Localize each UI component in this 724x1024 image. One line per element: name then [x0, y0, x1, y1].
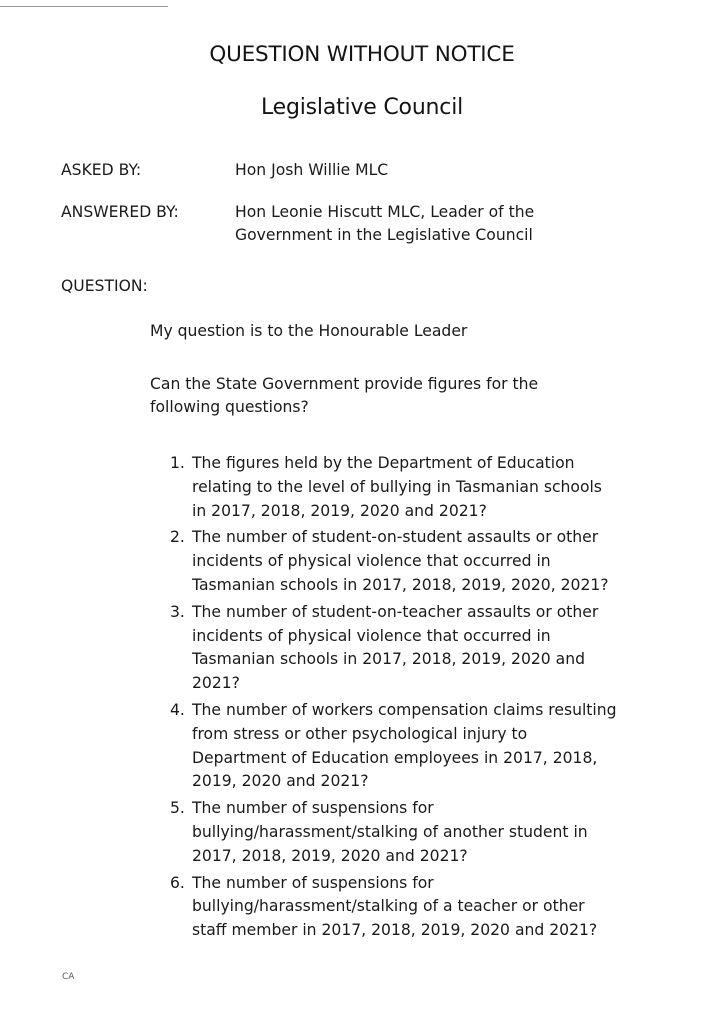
question-number: 1.	[170, 454, 185, 472]
question-text: The number of student-on-student assaults or other incidents of physical violence that occurred in Tasmanian schools in 2017, 2018, 2019, 2020, 2021?	[192, 528, 609, 594]
scan-edge-line	[0, 6, 168, 7]
question-item-3	[150, 601, 620, 696]
question-text: The number of suspensions for bullying/harassment/stalking of another student in 2017, 2018, 2019, 2020 and 2021?	[192, 799, 588, 865]
answered-by-label: ANSWERED BY:	[61, 203, 179, 221]
question-number: 4.	[170, 700, 185, 719]
question-number: 6.	[170, 873, 185, 892]
question-number: 2.	[170, 528, 185, 547]
asked-by-value: Hon Josh Willie MLC	[235, 161, 389, 179]
question-number: 3.	[170, 602, 185, 621]
question-lead: Can the State Government provide figures for the following questions?	[150, 375, 539, 416]
answered-by-value: Hon Leonie Hiscutt MLC, Leader of the Government in the Legislative Council	[235, 203, 535, 244]
question-list	[150, 452, 620, 946]
question-text: The figures held by the Department of Education relating to the level of bullying in Tasmanian schools in 2017, 2018, 2019, 2020 and 2021?	[192, 454, 602, 520]
question-text: The number of workers compensation claims resulting from stress or other psychological injury to Department of Education employees in 2017, 2018, 2019, 2020 and 2021?	[192, 700, 617, 791]
document-subtitle: Legislative Council	[260, 95, 464, 120]
question-item-1	[150, 452, 620, 523]
question-label: QUESTION:	[61, 277, 148, 295]
question-item-2	[150, 526, 620, 597]
question-number: 5.	[170, 799, 185, 818]
footer-initials: CA	[62, 972, 75, 982]
question-intro: My question is to the Honourable Leader	[150, 322, 468, 340]
question-item-5	[150, 797, 620, 868]
question-item-6	[150, 872, 620, 943]
question-item-4	[150, 699, 620, 794]
question-text: The number of suspensions for bullying/harassment/stalking of a teacher or other staff member in 2017, 2018, 2019, 2020 and 2021?	[192, 873, 598, 940]
document-title: QUESTION WITHOUT NOTICE	[209, 42, 515, 67]
question-text: The number of student-on-teacher assaults or other incidents of physical violence that occurred in Tasmanian schools in 2017, 2018, 2019, 2020 and 2021?	[192, 602, 599, 693]
asked-by-label: ASKED BY:	[61, 161, 142, 179]
